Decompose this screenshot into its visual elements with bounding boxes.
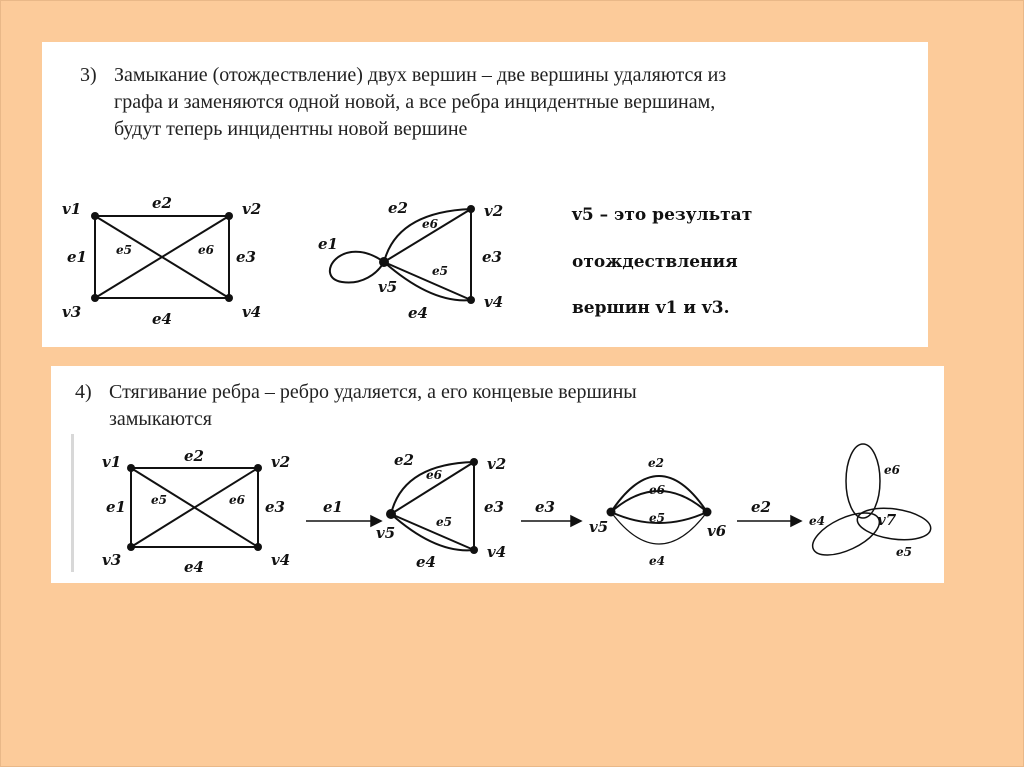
s1-label-e1: e1: [106, 498, 126, 516]
s2-label-e6: e6: [426, 468, 442, 482]
s3-label-e6: e6: [649, 483, 665, 497]
contraction-diagram: [51, 366, 944, 583]
graph-a-vertex-v2: [225, 212, 233, 220]
stage3-vertex-v5: [607, 508, 616, 517]
graph-a: [95, 216, 229, 298]
s1-label-e3: e3: [265, 498, 285, 516]
arrow-contract-e3: [521, 516, 581, 526]
label-b-e2: e2: [388, 199, 408, 217]
stage2-vertex-v5: [386, 509, 396, 519]
label-b-e4: e4: [408, 304, 428, 322]
s1-label-e5: e5: [151, 493, 167, 507]
s2-label-v5: v5: [376, 524, 396, 542]
s3-label-e5: e5: [649, 511, 665, 525]
arrow1-label: e1: [323, 498, 343, 516]
graph-b: [330, 209, 471, 300]
arrow2-label: e3: [535, 498, 555, 516]
label-v4: v4: [242, 303, 262, 321]
s3-label-v5: v5: [589, 518, 609, 536]
stage1-vertex-v3: [127, 543, 135, 551]
stage3-vertex-v6: [703, 508, 712, 517]
edge-contraction-panel: [51, 366, 944, 583]
graph-b-loop-e1: [330, 252, 384, 283]
s1-label-v2: v2: [271, 453, 291, 471]
graph-b-vertex-v2: [467, 205, 475, 213]
stage4-loop-e6: [846, 444, 880, 518]
s2-label-e3: e3: [484, 498, 504, 516]
s4-label-e4: e4: [809, 514, 825, 528]
graph-a-vertex-v3: [91, 294, 99, 302]
label-b-e5: e5: [432, 264, 448, 278]
stage1-vertex-v2: [254, 464, 262, 472]
s4-label-e5: e5: [896, 545, 912, 559]
s4-label-e6: e6: [884, 463, 900, 477]
label-v2: v2: [242, 200, 262, 218]
label-b-e1: e1: [318, 235, 338, 253]
s2-label-e2: e2: [394, 451, 414, 469]
graph-a-vertex-v1: [91, 212, 99, 220]
s1-label-e2: e2: [184, 447, 204, 465]
rule-number: 4): [75, 381, 92, 403]
label-e4: e4: [152, 310, 172, 328]
arrow3-label: e2: [751, 498, 771, 516]
s1-label-e6: e6: [229, 493, 245, 507]
s2-label-e5: e5: [436, 515, 452, 529]
s2-label-v4: v4: [487, 543, 507, 561]
arrow-contract-e2: [737, 516, 801, 526]
label-e3: e3: [236, 248, 256, 266]
s1-label-v3: v3: [102, 551, 122, 569]
rule-line-1: Замыкание (отождествление) двух вершин – две вершины удаляются из: [114, 64, 727, 86]
s1-label-v4: v4: [271, 551, 291, 569]
s1-label-e4: e4: [184, 558, 204, 576]
s3-label-e4: e4: [649, 554, 665, 568]
label-b-e3: e3: [482, 248, 502, 266]
rule-line-3: будут теперь инцидентны новой вершине: [114, 118, 468, 140]
rule-line-2: графа и заменяются одной новой, а все ребра инцидентные вершинам,: [114, 91, 716, 113]
stage4-graph: [807, 444, 933, 564]
stage1-graph: [131, 468, 258, 547]
label-e2: e2: [152, 194, 172, 212]
s3-label-v6: v6: [707, 522, 727, 540]
label-b-v2: v2: [484, 202, 504, 220]
arrow-contract-e1: [306, 516, 381, 526]
vertex-identification-panel: [42, 42, 928, 347]
s4-label-v7: v7: [877, 511, 897, 529]
label-e5: e5: [116, 243, 132, 257]
s2-label-v2: v2: [487, 455, 507, 473]
s3-label-e2: e2: [648, 456, 664, 470]
stage1-vertex-v4: [254, 543, 262, 551]
rule-line-2: замыкаются: [109, 408, 212, 430]
label-v1: v1: [62, 200, 82, 218]
label-e1: e1: [67, 248, 87, 266]
label-b-v5: v5: [378, 278, 398, 296]
note-line-2: отождествления: [572, 252, 738, 272]
stage2-vertex-v4: [470, 546, 478, 554]
s1-label-v1: v1: [102, 453, 122, 471]
note-line-1: v5 – это результат: [572, 205, 753, 225]
stage1-vertex-v1: [127, 464, 135, 472]
label-e6: e6: [198, 243, 214, 257]
label-b-e6: e6: [422, 217, 438, 231]
s2-label-e4: e4: [416, 553, 436, 571]
note-line-3: вершин v1 и v3.: [572, 298, 730, 318]
graph-b-vertex-v4: [467, 296, 475, 304]
label-v3: v3: [62, 303, 82, 321]
graph-b-vertex-v5: [379, 257, 389, 267]
graph-a-vertex-v4: [225, 294, 233, 302]
stage2-vertex-v2: [470, 458, 478, 466]
rule-number: 3): [80, 64, 97, 86]
rule-line-1: Стягивание ребра – ребро удаляется, а его концевые вершины: [109, 381, 637, 403]
stage2-edge-e5: [391, 514, 474, 550]
label-b-v4: v4: [484, 293, 504, 311]
